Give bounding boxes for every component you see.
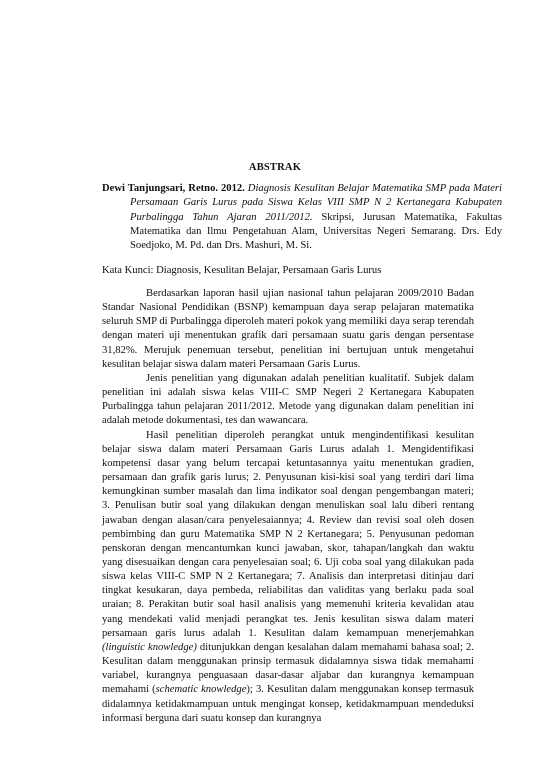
results-term-linguistic: (linguistic knowledge) <box>102 641 197 653</box>
citation-block <box>102 182 502 253</box>
paragraph-method: Jenis penelitian yang digunakan adalah penelitian kualitatif. Subjek dalam penelitian ini adalah siswa kelas VIII-C SMP Negeri 2 Kertanegara Kabupaten Purbalingga tahun pelajaran 2011/2012. Metode yang digunakan dalam penelitian ini adalah metode dokumentasi, tes dan wawancara. <box>102 372 474 427</box>
keywords: Kata Kunci: Diagnosis, Kesulitan Belajar, Persamaan Garis Lurus <box>102 265 382 276</box>
paragraph-results <box>102 429 474 726</box>
page-title: ABSTRAK <box>248 162 302 173</box>
citation-details: Skripsi, Jurusan Matematika, Fakultas Matematika dan Ilmu Pengetahuan Alam, Universitas Negeri Semarang. Drs. Edy Soedjoko, M. Pd. dan Drs. Mashuri, M. Si. <box>130 211 503 252</box>
paragraph-background: Berdasarkan laporan hasil ujian nasional tahun pelajaran 2009/2010 Badan Standar Nasional Pendidikan (BSNP) kemampuan daya serap pelajaran matematika seluruh SMP di Purbalingga diperoleh materi pokok yang memiliki daya serap terendah dengan materi uji menentukan grafik dari persamaan suatu garis dengan persentase 31,82%. Merujuk penemuan tersebut, penelitian ini bertujuan untuk mengetahui kesulitan belajar siswa dalam materi Persamaan Garis Lurus. <box>102 288 474 370</box>
results-text-1: Hasil penelitian diperoleh perangkat untuk mengindentifikasi kesulitan belajar siswa dalam materi Persamaan Garis Lurus adalah 1. Mengidentifikasi kompetensi dasar yang belum tercapai ketuntasannya yaitu menentukan gradien, persamaan dan grafik garis lurus; 2. Penyusunan kisi-kisi soal yang terdiri dari lima kemungkinan sumber masalah dan lima indikator soal dengan pengembangan materi; 3. Penulisan butir soal yang dilakukan dengan menuliskan soal lalu diberi rentang jawaban dengan alasan/cara penyelesaiannya; 4. Review dan revisi soal oleh dosen pembimbing dan guru Matematika SMP N 2 Kertanegara; 5. Penyusunan pedoman penskoran dengan mencantumkan kunci jawaban, skor, tahapan/langkah dan waktu yang disesuaikan dengan cara penyelesaian soal; 6. Uji coba soal yang dilakukan pada siswa kelas VIII-C SMP N 2 Kertanegara; 7. Analisis dan interpretasi ditinjau dari tingkat kesukaran, daya pembeda, reliabilitas dan validitas yang berlaku pada soal uraian; 8. Perakitan butir soal hasil analisis yang memenuhi kriteria kevalidan atau yang mendekati valid menjadi perangkat tes. Jenis kesulitan siswa dalam materi persamaan garis lurus adalah 1. Kesulitan dalam kemampuan menerjemahkan <box>102 429 474 639</box>
results-text-3: ); 3. Kesulitan dalam menggunakan konsep termasuk didalamnya ketidakmampuan untuk mengingat konsep, ketidakmampuan mendeduksi informasi berguna dari suatu konsep dan kurangnya <box>102 684 474 724</box>
results-text-2: ditunjukkan dengan kesalahan dalam memahami bahasa soal; 2. Kesulitan dalam menggunakan prinsip termasuk didalamnya siswa tidak memahami variabel, kurangnya penguasaan dasar-dasar aljabar dan kurangnya kemampuan memahami ( <box>102 641 474 696</box>
abstract-body <box>102 287 474 726</box>
citation-title: Diagnosis Kesulitan Belajar Matematika SMP pada Materi Persamaan Garis Lurus pada Siswa Kelas VIII SMP N 2 Kertanegara Kabupaten Purbalingga Tahun Ajaran 2011/2012. <box>130 183 502 223</box>
results-term-schematic: schematic knowledge <box>155 684 247 696</box>
citation-author: Dewi Tanjungsari, Retno. 2012. <box>102 183 245 194</box>
